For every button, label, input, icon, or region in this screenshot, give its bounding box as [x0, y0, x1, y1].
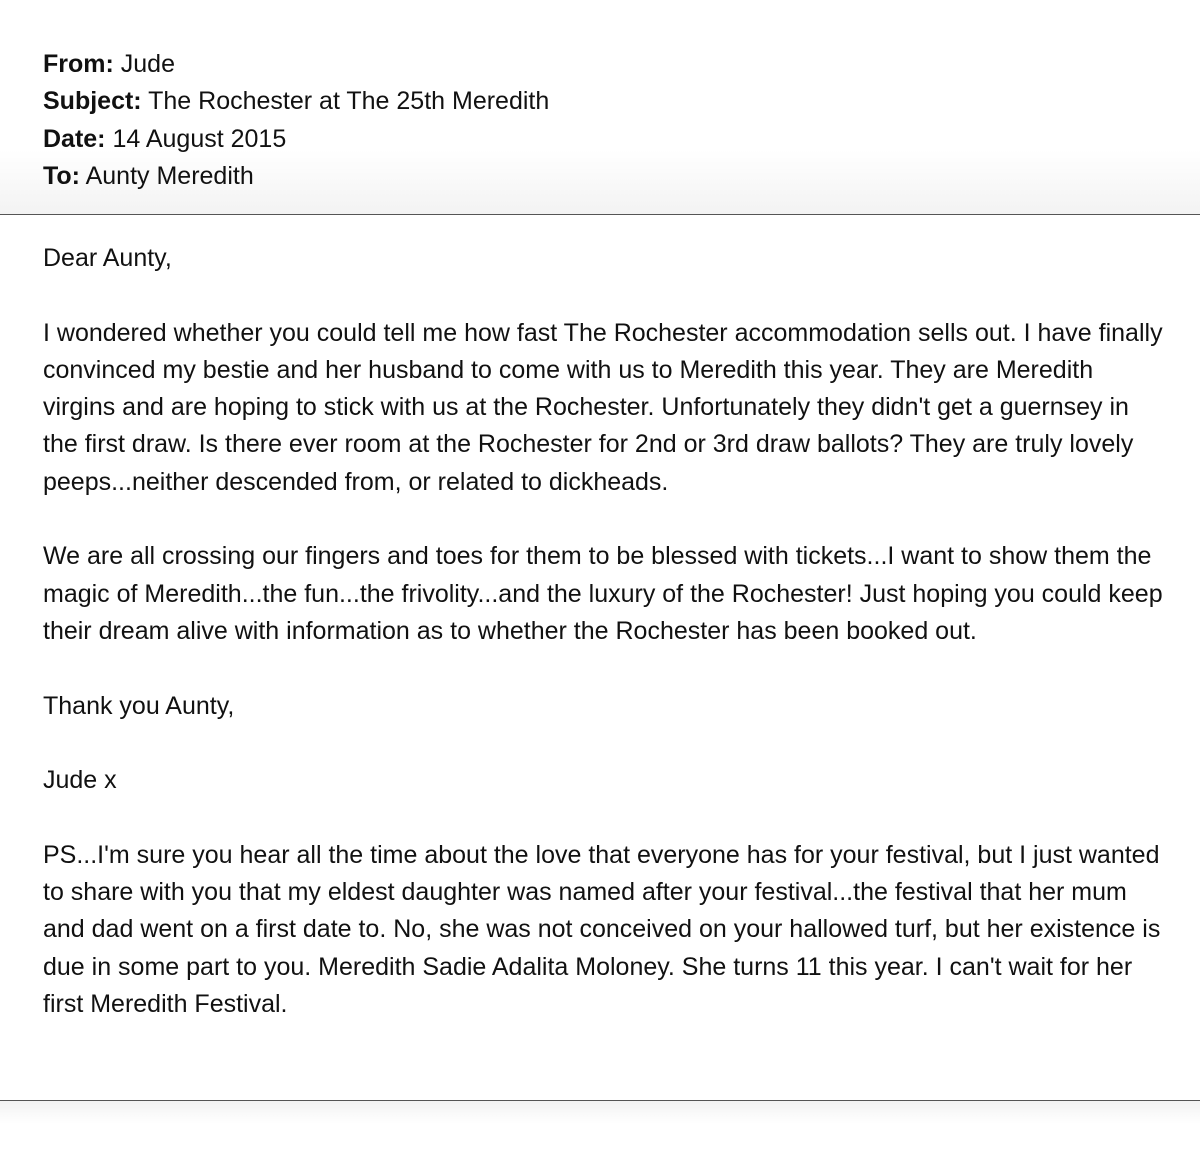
date-field	[43, 121, 549, 158]
subject-value: The Rochester at The 25th Meredith	[148, 87, 550, 116]
body-paragraph-2: We are all crossing our fingers and toes for them to be blessed with tickets...I want to show them the magic of Meredith...the fun...the frivolity...and the luxury of the Rochester! Just hoping you could keep their dream alive with information as to whether the Rochester has been booked out.	[43, 542, 1163, 645]
email-footer-divider	[0, 1100, 1200, 1166]
signature: Jude x	[43, 766, 117, 795]
postscript: PS...I'm sure you hear all the time about the love that everyone has for your festival, but I just wanted to share with you that my eldest daughter was named after your festival...the festival that her mum and dad went on a first date to. No, she was not conceived on your hallowed turf, but her existence is due in some part to you. Meredith Sadie Adalita Moloney. She turns 11 this year. I can't wait for her first Meredith Festival.	[43, 840, 1161, 1018]
to-label: To:	[43, 161, 81, 190]
email-header	[0, 0, 1200, 215]
greeting: Dear Aunty,	[43, 244, 172, 272]
to-field	[43, 158, 549, 195]
subject-label: Subject:	[43, 87, 142, 116]
email-body	[43, 240, 1163, 1023]
to-value: Aunty Meredith	[85, 161, 254, 190]
header-fields	[43, 46, 549, 195]
closing: Thank you Aunty,	[43, 691, 235, 720]
from-value: Jude	[120, 50, 175, 78]
from-label: From:	[43, 50, 114, 78]
date-value: 14 August 2015	[112, 124, 287, 153]
subject-field	[43, 83, 549, 120]
date-label: Date:	[43, 124, 106, 153]
from-field	[43, 46, 549, 83]
body-paragraph-1: I wondered whether you could tell me how fast The Rochester accommodation sells out. I have finally convinced my bestie and her husband to come with us to Meredith this year. They are Meredith virgins and are hoping to stick with us at the Rochester. Unfortunately they didn't get a guernsey in the first draw. Is there ever room at the Rochester for 2nd or 3rd draw ballots? They are truly lovely peeps...neither descended from, or related to dickheads.	[43, 318, 1163, 496]
